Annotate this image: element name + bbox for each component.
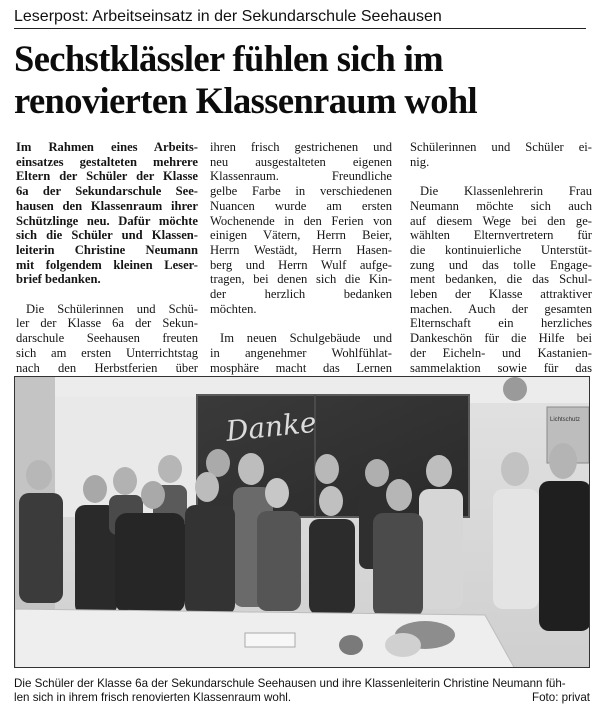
text-line: sich die Schüler und Klassen- [16,228,198,243]
body-paragraph [410,184,592,390]
lead-paragraph [16,140,198,287]
text-line: in angenehmer Wohlfühlat- [210,345,392,360]
text-line: auf diesem Wege bei den ge- [410,213,592,228]
wall-sign-text: Lichtschutz [550,417,581,423]
article-column-2 [210,140,392,390]
text-line: wählten Elternvertretern für [410,228,592,243]
headline [14,38,592,122]
text-line: Herrn Westädt, Herrn Hasen- [210,242,392,257]
text-line: zung und das tolle Engage- [410,257,592,272]
text-line: Wochenende in den Ferien von [210,213,392,228]
class-photo-illustration [15,377,590,668]
text-line: 6a der Sekundarschule See- [16,184,198,199]
article-column-3 [410,140,592,390]
text-line: machen. Auch der gesamten [410,301,592,316]
body-paragraph [210,140,392,316]
photo-credit: Foto: privat [532,691,590,704]
caption-line: Die Schüler der Klasse 6a der Sekundarschule Seehausen und ihre Klassenleiterin Christine Neumann füh- [14,677,566,690]
paper-decoration [503,377,527,401]
body-paragraph [16,302,198,376]
text-line: Im neuen Schulgebäude und [220,331,392,346]
text-line: mit folgendem kleinen Leser- [16,257,198,272]
text-line: ment bedanken, die das Schul- [410,272,592,287]
text-line: einsatzes gestalteten mehrere [16,154,198,169]
headline-line: renovierten Klassenraum wohl [14,80,478,121]
text-line: Klassenraum. Freundliche [210,169,392,184]
text-line: mosphäre macht das Lernen [210,360,392,375]
text-line: Eltern der Schüler der Klasse [16,169,198,184]
body-paragraph [410,140,592,169]
text-line: Elternschaft ein herzliches [410,316,592,331]
text-line: neu ausgestalteten eigenen [210,154,392,169]
text-line: tragen, bei denen sich die Kin- [210,272,392,287]
text-line: sammelaktion sowie für das [410,360,592,375]
text-line: einigen Vätern, Herrn Beier, [210,228,392,243]
text-line: nach den Herbstferien über [16,360,198,375]
text-line: hausen den Klassenraum ihrer [16,198,198,213]
text-line: Schützlinge neu. Dafür möchte [16,213,198,228]
text-line: brief bedanken. [16,272,101,287]
text-line: sich am ersten Unterrichtstag [16,345,198,360]
chalkboard-text: Danke [224,405,318,448]
text-line: ler der Klasse 6a der Sekun- [16,316,198,331]
text-line: die kontinuierliche Unterstüt- [410,242,592,257]
text-line: nig. [410,154,430,169]
text-line: Dankeschön für die Hilfe bei [410,331,592,346]
text-line: Im Rahmen eines Arbeits- [16,140,198,154]
text-line: berg und Herrn Wulf aufge- [210,257,392,272]
class-photo [14,376,590,668]
text-line: Nuancen wurde am ersten [210,198,392,213]
text-line: der herzlich bedanken [210,287,392,302]
text-line: leiterin Christine Neumann [16,242,198,257]
text-line: gelbe Farbe in verschiedenen [210,184,392,199]
text-line: darschule Seehausen freuten [16,331,198,346]
text-line: Die Klassenlehrerin Frau [420,184,592,199]
text-line: leben der Klasse attraktiver [410,287,592,302]
text-line: Schülerinnen und Schüler ei- [410,140,592,154]
photo-caption [14,677,590,705]
kicker: Leserpost: Arbeitseinsatz in der Sekundarschule Seehausen [14,8,586,29]
text-line: Die Schülerinnen und Schü- [26,301,198,316]
text-line: Neumann möchte sich auch [410,198,592,213]
text-line: ihren frisch gestrichenen und [210,140,392,154]
text-line: der Eicheln- und Kastanien- [410,345,592,360]
caption-line: len sich in ihrem frisch renovierten Klassenraum wohl. [14,691,292,704]
text-line: möchten. [210,301,257,316]
headline-line: Sechstklässler fühlen sich im [14,38,444,79]
article-column-1 [16,140,198,375]
